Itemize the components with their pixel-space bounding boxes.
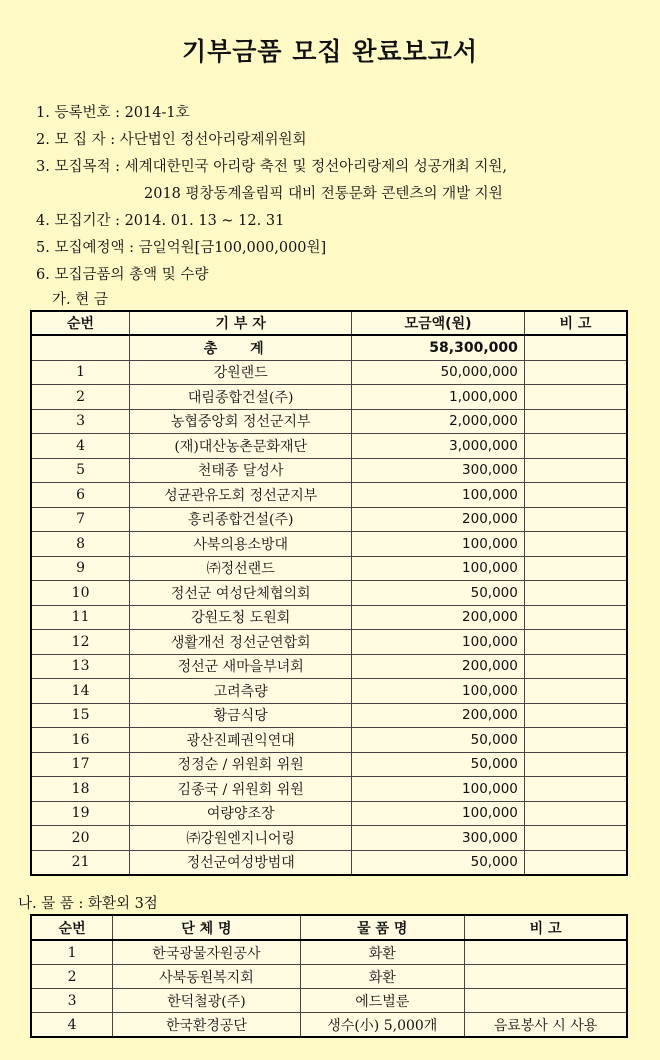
report-info [36, 100, 507, 289]
row-number: 8 [31, 532, 130, 557]
row-number: 16 [31, 728, 130, 753]
organization-name: 사북동원복지회 [113, 965, 300, 989]
table-row [31, 385, 627, 410]
row-number: 21 [31, 850, 130, 875]
note-cell [524, 777, 627, 802]
donor-name: ㈜정선랜드 [130, 556, 352, 581]
donation-amount: 200,000 [352, 507, 525, 532]
donation-amount: 2,000,000 [352, 409, 525, 434]
note-cell [524, 654, 627, 679]
row-number: 17 [31, 752, 130, 777]
planned-amount: 5. 모집예정액 : 금일억원[금100,000,000원] [36, 240, 327, 256]
cash-heading: 가. 현 금 [52, 292, 108, 308]
donor-name: 대림종합건설(주) [130, 385, 352, 410]
row-number: 2 [31, 385, 130, 410]
note-cell [524, 409, 627, 434]
table-row [31, 458, 627, 483]
item-name: 생수(小) 5,000개 [300, 1013, 465, 1038]
donor-name: 정선군 여성단체협의회 [130, 581, 352, 606]
totals-heading: 6. 모집금품의 총액 및 수량 [36, 267, 209, 283]
donor-name: 농협중앙회 정선군지부 [130, 409, 352, 434]
row-number: 4 [31, 434, 130, 459]
organization-name: 한국광물자원공사 [113, 940, 300, 965]
table-row [31, 434, 627, 459]
col-header-item: 물 품 명 [300, 915, 465, 940]
row-number: 3 [31, 409, 130, 434]
note-cell [524, 850, 627, 875]
table-row [31, 605, 627, 630]
table-row [31, 483, 627, 508]
row-number: 9 [31, 556, 130, 581]
table-row [31, 728, 627, 753]
table-row [31, 826, 627, 851]
row-number: 2 [31, 965, 113, 989]
note-cell [524, 801, 627, 826]
note-cell: 음료봉사 시 사용 [465, 1013, 627, 1038]
table-row [31, 850, 627, 875]
row-number: 20 [31, 826, 130, 851]
row-number: 4 [31, 1013, 113, 1038]
registration-number: 1. 등록번호 : 2014-1호 [36, 105, 190, 121]
table-row [31, 679, 627, 704]
note-cell [524, 703, 627, 728]
note-cell [524, 826, 627, 851]
table-row [31, 752, 627, 777]
note-cell [465, 965, 627, 989]
note-cell [524, 679, 627, 704]
donation-amount: 200,000 [352, 703, 525, 728]
table-row [31, 654, 627, 679]
donation-amount: 50,000 [352, 728, 525, 753]
collection-period: 4. 모집기간 : 2014. 01. 13 ~ 12. 31 [36, 213, 285, 229]
total-amount: 58,300,000 [352, 335, 525, 360]
row-number: 18 [31, 777, 130, 802]
donation-amount: 200,000 [352, 605, 525, 630]
col-header-note: 비 고 [465, 915, 627, 940]
note-cell [524, 605, 627, 630]
note-cell [524, 360, 627, 385]
cash-table-header [31, 311, 627, 335]
note-cell [524, 507, 627, 532]
table-row [31, 581, 627, 606]
page-title: 기부금품 모집 완료보고서 [181, 37, 479, 66]
table-row [31, 507, 627, 532]
cash-table [30, 310, 628, 876]
donor-name: (재)대산농촌문화재단 [130, 434, 352, 459]
donation-amount: 300,000 [352, 826, 525, 851]
row-number: 19 [31, 801, 130, 826]
donor-name: 생활개선 정선군연합회 [130, 630, 352, 655]
donor-name: 광산진폐권익연대 [130, 728, 352, 753]
row-number: 15 [31, 703, 130, 728]
note-cell [465, 989, 627, 1013]
donor-name: 김종국 / 위원회 위원 [130, 777, 352, 802]
donation-amount: 50,000 [352, 581, 525, 606]
table-row [31, 360, 627, 385]
donation-amount: 300,000 [352, 458, 525, 483]
organization-name: 한국환경공단 [113, 1013, 300, 1038]
note-cell [524, 434, 627, 459]
donation-amount: 100,000 [352, 483, 525, 508]
note-cell [524, 556, 627, 581]
goods-table [30, 914, 628, 1038]
goods-heading: 나. 물 품 : 화환외 3점 [18, 896, 158, 912]
donor-name: 고려측량 [130, 679, 352, 704]
donor-name: 강원랜드 [130, 360, 352, 385]
table-row [31, 965, 627, 989]
table-row [31, 989, 627, 1013]
note-cell [524, 483, 627, 508]
item-name: 화환 [300, 965, 465, 989]
row-number: 1 [31, 940, 113, 965]
organization-name: 한덕철광(주) [113, 989, 300, 1013]
goods-table-header [31, 915, 627, 940]
row-number: 1 [31, 360, 130, 385]
table-row [31, 532, 627, 557]
note-cell [524, 385, 627, 410]
item-name: 화환 [300, 940, 465, 965]
row-number: 5 [31, 458, 130, 483]
table-row [31, 630, 627, 655]
donation-amount: 1,000,000 [352, 385, 525, 410]
collector: 2. 모 집 자 : 사단법인 정선아리랑제위원회 [36, 132, 307, 148]
donor-name: 성균관유도회 정선군지부 [130, 483, 352, 508]
donor-name: 황금식당 [130, 703, 352, 728]
donation-amount: 100,000 [352, 801, 525, 826]
col-header-no: 순번 [31, 915, 113, 940]
donor-name: 사북의용소방대 [130, 532, 352, 557]
donor-name: ㈜강원엔지니어링 [130, 826, 352, 851]
total-label: 총 계 [130, 335, 352, 360]
table-row [31, 777, 627, 802]
table-row [31, 556, 627, 581]
donor-name: 정정순 / 위원회 위원 [130, 752, 352, 777]
note-cell [524, 630, 627, 655]
row-number: 14 [31, 679, 130, 704]
donor-name: 천태종 달성사 [130, 458, 352, 483]
col-header-donor: 기 부 자 [130, 311, 352, 335]
donation-amount: 200,000 [352, 654, 525, 679]
note-cell [524, 752, 627, 777]
note-cell [465, 940, 627, 965]
row-number: 11 [31, 605, 130, 630]
row-number: 10 [31, 581, 130, 606]
total-row [31, 335, 627, 360]
donation-amount: 3,000,000 [352, 434, 525, 459]
col-header-org: 단 체 명 [113, 915, 300, 940]
table-row [31, 409, 627, 434]
col-header-no: 순번 [31, 311, 130, 335]
donation-amount: 100,000 [352, 777, 525, 802]
table-row [31, 1013, 627, 1038]
col-header-amount: 모금액(원) [352, 311, 525, 335]
donation-amount: 50,000 [352, 850, 525, 875]
donation-amount: 100,000 [352, 532, 525, 557]
table-row [31, 801, 627, 826]
note-cell [524, 581, 627, 606]
row-number: 12 [31, 630, 130, 655]
donation-amount: 100,000 [352, 679, 525, 704]
donor-name: 강원도청 도원회 [130, 605, 352, 630]
item-name: 에드벌룬 [300, 989, 465, 1013]
purpose-line-2: 2018 평창동계올림픽 대비 전통문화 콘텐츠의 개발 지원 [144, 186, 503, 202]
row-number: 6 [31, 483, 130, 508]
row-number: 3 [31, 989, 113, 1013]
donor-name: 여량양조장 [130, 801, 352, 826]
purpose-line-1: 3. 모집목적 : 세계대한민국 아리랑 축전 및 정선아리랑제의 성공개최 지원, [36, 159, 508, 175]
col-header-note: 비 고 [524, 311, 627, 335]
note-cell [524, 728, 627, 753]
donation-amount: 100,000 [352, 556, 525, 581]
table-row [31, 940, 627, 965]
donor-name: 정선군 새마을부녀회 [130, 654, 352, 679]
donation-amount: 50,000,000 [352, 360, 525, 385]
donation-amount: 50,000 [352, 752, 525, 777]
donation-amount: 100,000 [352, 630, 525, 655]
row-number: 7 [31, 507, 130, 532]
note-cell [524, 458, 627, 483]
table-row [31, 703, 627, 728]
note-cell [524, 532, 627, 557]
row-number: 13 [31, 654, 130, 679]
donor-name: 흥리종합건설(주) [130, 507, 352, 532]
donor-name: 정선군여성방범대 [130, 850, 352, 875]
